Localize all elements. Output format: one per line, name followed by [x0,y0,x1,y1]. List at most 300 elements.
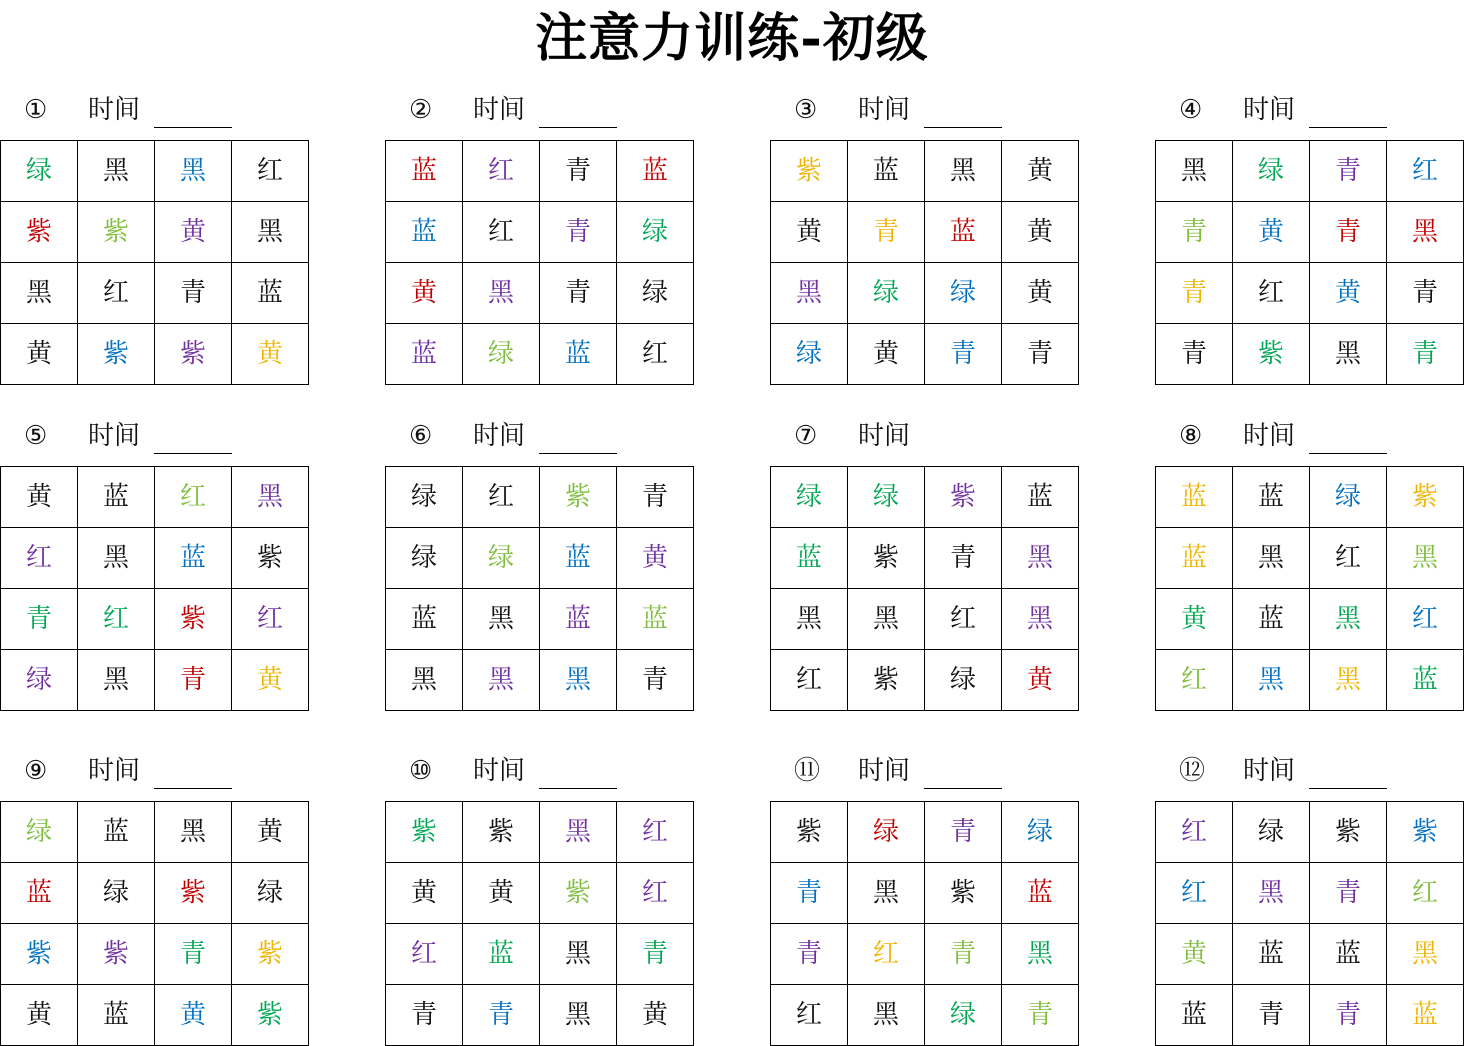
grid-cell: 紫 [771,802,848,863]
grid-cell: 紫 [925,863,1002,924]
grid-cell: 紫 [925,467,1002,528]
grid-cell: 黄 [463,863,540,924]
stroop-grid [770,466,1079,711]
grid-cell: 青 [1002,324,1079,385]
grid-cell: 紫 [78,324,155,385]
grid-cell: 紫 [540,863,617,924]
grid-cell: 黄 [1310,263,1387,324]
grid-cell: 红 [1156,863,1233,924]
time-label: 时间 [858,421,911,451]
grid-cell: 青 [1,589,78,650]
grid-row [1,141,309,202]
puzzle-block [0,416,310,695]
grid-cell: 红 [1,528,78,589]
grid-cell: 黑 [540,650,617,711]
puzzle-number: ⑤ [24,421,48,451]
puzzle-block [385,416,695,695]
puzzle-number: ④ [1179,95,1203,125]
grid-row [386,924,694,985]
grid-cell: 青 [771,924,848,985]
grid-row [1,924,309,985]
grid-cell: 黄 [1,324,78,385]
grid-cell: 黑 [540,802,617,863]
grid-cell: 绿 [771,467,848,528]
grid-cell: 黑 [848,985,925,1046]
grid-row [386,528,694,589]
grid-cell: 蓝 [386,202,463,263]
grid-cell: 红 [1387,589,1464,650]
grid-cell: 青 [848,202,925,263]
grid-cell: 绿 [848,802,925,863]
grid-cell: 绿 [925,985,1002,1046]
grid-cell: 黄 [1233,202,1310,263]
time-label: 时间 [88,756,141,786]
grid-cell: 黑 [1387,202,1464,263]
grid-cell: 红 [1310,528,1387,589]
grid-cell: 紫 [1310,802,1387,863]
grid-row [771,802,1079,863]
grid-cell: 绿 [617,202,694,263]
grid-row [1,202,309,263]
grid-cell: 蓝 [1233,924,1310,985]
grid-cell: 绿 [1002,802,1079,863]
puzzle-number: ⑨ [24,756,48,786]
puzzle-block [770,90,1080,369]
grid-cell: 紫 [1387,802,1464,863]
grid-cell: 黑 [232,202,309,263]
grid-row [1156,924,1464,985]
time-blank-line[interactable] [1309,788,1387,789]
grid-cell: 青 [1156,202,1233,263]
puzzle-block [0,751,310,1030]
grid-cell: 黄 [232,802,309,863]
grid-cell: 红 [155,467,232,528]
time-label: 时间 [1243,756,1296,786]
grid-cell: 蓝 [617,141,694,202]
grid-cell: 黑 [540,985,617,1046]
grid-cell: 蓝 [1233,467,1310,528]
grid-row [771,924,1079,985]
grid-row [771,324,1079,385]
grid-cell: 红 [386,924,463,985]
grid-cell: 红 [463,202,540,263]
time-blank-line[interactable] [1309,453,1387,454]
grid-cell: 红 [232,141,309,202]
grid-row [386,202,694,263]
time-blank-line[interactable] [924,127,1002,128]
grid-row [771,141,1079,202]
grid-cell: 黄 [1156,924,1233,985]
grid-cell: 紫 [540,467,617,528]
grid-cell: 黄 [1156,589,1233,650]
time-label: 时间 [858,756,911,786]
time-blank-line[interactable] [539,453,617,454]
grid-cell: 绿 [925,650,1002,711]
grid-cell: 紫 [155,324,232,385]
grid-cell: 紫 [771,141,848,202]
grid-cell: 青 [386,985,463,1046]
grid-row [1156,528,1464,589]
grid-cell: 红 [617,802,694,863]
grid-cell: 红 [1387,863,1464,924]
grid-cell: 黑 [1233,528,1310,589]
grid-row [771,263,1079,324]
time-blank-line[interactable] [1309,127,1387,128]
grid-cell: 黑 [386,650,463,711]
grid-row [1,589,309,650]
grid-cell: 青 [1310,863,1387,924]
grid-cell: 青 [1387,263,1464,324]
grid-cell: 蓝 [925,202,1002,263]
grid-cell: 青 [617,924,694,985]
time-blank-line[interactable] [539,788,617,789]
grid-cell: 紫 [848,528,925,589]
grid-cell: 青 [155,650,232,711]
stroop-grid [385,140,694,385]
grid-cell: 黑 [1156,141,1233,202]
grid-row [1156,985,1464,1046]
grid-cell: 青 [540,263,617,324]
grid-cell: 黑 [1002,528,1079,589]
grid-row [771,650,1079,711]
grid-cell: 青 [925,528,1002,589]
time-label: 时间 [1243,95,1296,125]
grid-cell: 黄 [617,528,694,589]
grid-cell: 黄 [1002,141,1079,202]
grid-cell: 黄 [1002,263,1079,324]
grid-cell: 黄 [386,863,463,924]
grid-row [1,863,309,924]
puzzle-header [1155,751,1464,801]
grid-cell: 紫 [1233,324,1310,385]
grid-cell: 紫 [1387,467,1464,528]
grid-cell: 紫 [232,924,309,985]
grid-cell: 蓝 [386,141,463,202]
puzzle-header [770,751,1080,801]
grid-cell: 蓝 [78,467,155,528]
grid-cell: 紫 [78,202,155,263]
grid-cell: 青 [617,650,694,711]
stroop-grid [1155,140,1464,385]
grid-cell: 黑 [1387,528,1464,589]
grid-cell: 绿 [1,650,78,711]
time-blank-line[interactable] [154,453,232,454]
time-label: 时间 [473,756,526,786]
grid-cell: 紫 [1,202,78,263]
time-blank-line[interactable] [154,788,232,789]
grid-cell: 青 [155,924,232,985]
grid-cell: 青 [1233,985,1310,1046]
grid-cell: 蓝 [155,528,232,589]
grid-cell: 绿 [771,324,848,385]
time-label: 时间 [1243,421,1296,451]
grid-cell: 黑 [78,141,155,202]
grid-cell: 黄 [386,263,463,324]
grid-cell: 黑 [540,924,617,985]
grid-cell: 黑 [1,263,78,324]
page-title: 注意力训练-初级 [535,8,929,69]
grid-cell: 青 [771,863,848,924]
grid-cell: 黑 [155,802,232,863]
grid-cell: 蓝 [1156,985,1233,1046]
grid-cell: 青 [1156,263,1233,324]
grid-cell: 青 [617,467,694,528]
grid-cell: 蓝 [1310,924,1387,985]
grid-cell: 绿 [848,263,925,324]
grid-row [771,985,1079,1046]
time-label: 时间 [88,95,141,125]
grid-cell: 黑 [1002,589,1079,650]
grid-cell: 青 [1156,324,1233,385]
grid-cell: 黑 [1002,924,1079,985]
grid-cell: 蓝 [463,924,540,985]
grid-row [386,985,694,1046]
grid-cell: 黑 [1233,650,1310,711]
stroop-grid [385,466,694,711]
grid-row [771,863,1079,924]
stroop-grid [770,801,1079,1046]
grid-cell: 绿 [232,863,309,924]
grid-cell: 青 [1002,985,1079,1046]
grid-cell: 绿 [78,863,155,924]
grid-row [1156,650,1464,711]
grid-cell: 红 [78,589,155,650]
grid-cell: 红 [1387,141,1464,202]
grid-cell: 青 [463,985,540,1046]
grid-cell: 黄 [155,202,232,263]
grid-cell: 黑 [771,263,848,324]
puzzle-header [1155,416,1464,466]
grid-row [1,802,309,863]
grid-cell: 黄 [1002,650,1079,711]
grid-row [386,467,694,528]
grid-row [1156,802,1464,863]
grid-row [1156,202,1464,263]
grid-cell: 红 [617,863,694,924]
grid-cell: 黑 [848,863,925,924]
grid-cell: 黑 [925,141,1002,202]
stroop-grid [385,801,694,1046]
grid-row [1156,263,1464,324]
grid-cell: 蓝 [78,985,155,1046]
grid-cell: 黄 [848,324,925,385]
grid-row [771,202,1079,263]
grid-cell: 绿 [1,141,78,202]
grid-cell: 绿 [463,528,540,589]
time-blank-line[interactable] [154,127,232,128]
grid-cell: 青 [1387,324,1464,385]
grid-cell: 红 [1233,263,1310,324]
grid-cell: 红 [925,589,1002,650]
grid-row [1,324,309,385]
puzzle-header [0,751,310,801]
grid-cell: 紫 [463,802,540,863]
grid-cell: 绿 [848,467,925,528]
grid-row [771,589,1079,650]
grid-cell: 黄 [232,324,309,385]
puzzle-header [0,90,310,140]
grid-cell: 绿 [1233,141,1310,202]
grid-row [771,467,1079,528]
grid-row [1156,141,1464,202]
puzzle-header [385,751,695,801]
stroop-grid [770,140,1079,385]
grid-cell: 黑 [1310,650,1387,711]
puzzle-header [385,90,695,140]
grid-cell: 青 [925,324,1002,385]
grid-cell: 青 [925,924,1002,985]
grid-cell: 青 [540,141,617,202]
puzzle-block [1155,751,1464,1030]
time-blank-line[interactable] [924,788,1002,789]
grid-cell: 黑 [463,263,540,324]
grid-row [1,985,309,1046]
grid-cell: 红 [1156,802,1233,863]
grid-cell: 黑 [78,528,155,589]
grid-cell: 黄 [771,202,848,263]
puzzle-block [770,416,1080,695]
grid-cell: 蓝 [1387,650,1464,711]
grid-cell: 黄 [1,985,78,1046]
puzzle-number: ① [24,95,48,125]
grid-cell: 黑 [848,589,925,650]
grid-cell: 紫 [232,985,309,1046]
grid-row [1156,863,1464,924]
grid-cell: 黄 [617,985,694,1046]
grid-cell: 绿 [617,263,694,324]
puzzle-number: ⑧ [1179,421,1203,451]
time-blank-line[interactable] [539,127,617,128]
stroop-grid [0,140,309,385]
grid-cell: 青 [1310,985,1387,1046]
grid-cell: 蓝 [848,141,925,202]
grid-cell: 黑 [78,650,155,711]
grid-cell: 蓝 [386,589,463,650]
puzzle-block [1155,416,1464,695]
grid-cell: 黑 [155,141,232,202]
grid-cell: 蓝 [78,802,155,863]
grid-row [386,863,694,924]
grid-row [1,263,309,324]
grid-cell: 绿 [1310,467,1387,528]
time-label: 时间 [473,95,526,125]
grid-cell: 黑 [463,589,540,650]
puzzle-block [1155,90,1464,369]
grid-cell: 绿 [463,324,540,385]
stroop-grid [1155,801,1464,1046]
grid-cell: 黑 [1387,924,1464,985]
grid-cell: 黑 [1233,863,1310,924]
grid-cell: 蓝 [1233,589,1310,650]
puzzle-number: ⑫ [1179,756,1206,786]
grid-cell: 青 [540,202,617,263]
grid-row [1,528,309,589]
grid-cell: 黑 [771,589,848,650]
grid-cell: 红 [617,324,694,385]
grid-cell: 黑 [1310,324,1387,385]
grid-cell: 蓝 [1002,467,1079,528]
grid-row [386,650,694,711]
grid-cell: 紫 [848,650,925,711]
puzzle-block [770,751,1080,1030]
grid-row [1156,324,1464,385]
grid-cell: 青 [155,263,232,324]
grid-cell: 红 [232,589,309,650]
grid-cell: 蓝 [232,263,309,324]
grid-cell: 红 [463,141,540,202]
grid-cell: 紫 [386,802,463,863]
grid-cell: 青 [925,802,1002,863]
puzzle-block [385,90,695,369]
grid-cell: 红 [463,467,540,528]
grid-cell: 紫 [1,924,78,985]
grid-cell: 蓝 [617,589,694,650]
stroop-grid [1155,466,1464,711]
grid-cell: 蓝 [540,528,617,589]
puzzle-number: ⑩ [409,756,433,786]
grid-row [1,650,309,711]
grid-cell: 绿 [1,802,78,863]
grid-cell: 蓝 [1156,467,1233,528]
grid-cell: 青 [1310,202,1387,263]
grid-row [1,467,309,528]
grid-row [1156,467,1464,528]
grid-row [386,141,694,202]
puzzle-block [0,90,310,369]
grid-cell: 黄 [1002,202,1079,263]
grid-cell: 蓝 [386,324,463,385]
grid-cell: 紫 [232,528,309,589]
grid-cell: 红 [771,650,848,711]
puzzle-header [385,416,695,466]
grid-cell: 黄 [232,650,309,711]
puzzle-header [770,416,1080,466]
stroop-grid [0,466,309,711]
stroop-grid [0,801,309,1046]
grid-cell: 红 [1156,650,1233,711]
grid-cell: 蓝 [1,863,78,924]
grid-cell: 红 [771,985,848,1046]
grid-row [1156,589,1464,650]
grid-cell: 黄 [155,985,232,1046]
grid-cell: 紫 [78,924,155,985]
puzzle-number: ⑥ [409,421,433,451]
time-label: 时间 [858,95,911,125]
grid-row [771,528,1079,589]
puzzle-number: ③ [794,95,818,125]
grid-row [386,589,694,650]
grid-cell: 黄 [1,467,78,528]
puzzle-block [385,751,695,1030]
grid-cell: 蓝 [771,528,848,589]
grid-cell: 蓝 [540,589,617,650]
grid-row [386,263,694,324]
grid-row [386,802,694,863]
puzzle-number: ⑪ [794,756,821,786]
puzzle-header [770,90,1080,140]
grid-cell: 蓝 [1156,528,1233,589]
grid-cell: 青 [1310,141,1387,202]
grid-cell: 蓝 [1002,863,1079,924]
puzzle-header [1155,90,1464,140]
puzzle-number: ⑦ [794,421,818,451]
grid-cell: 绿 [925,263,1002,324]
grid-cell: 绿 [386,528,463,589]
puzzle-header [0,416,310,466]
grid-cell: 蓝 [540,324,617,385]
grid-row [386,324,694,385]
grid-cell: 黑 [463,650,540,711]
